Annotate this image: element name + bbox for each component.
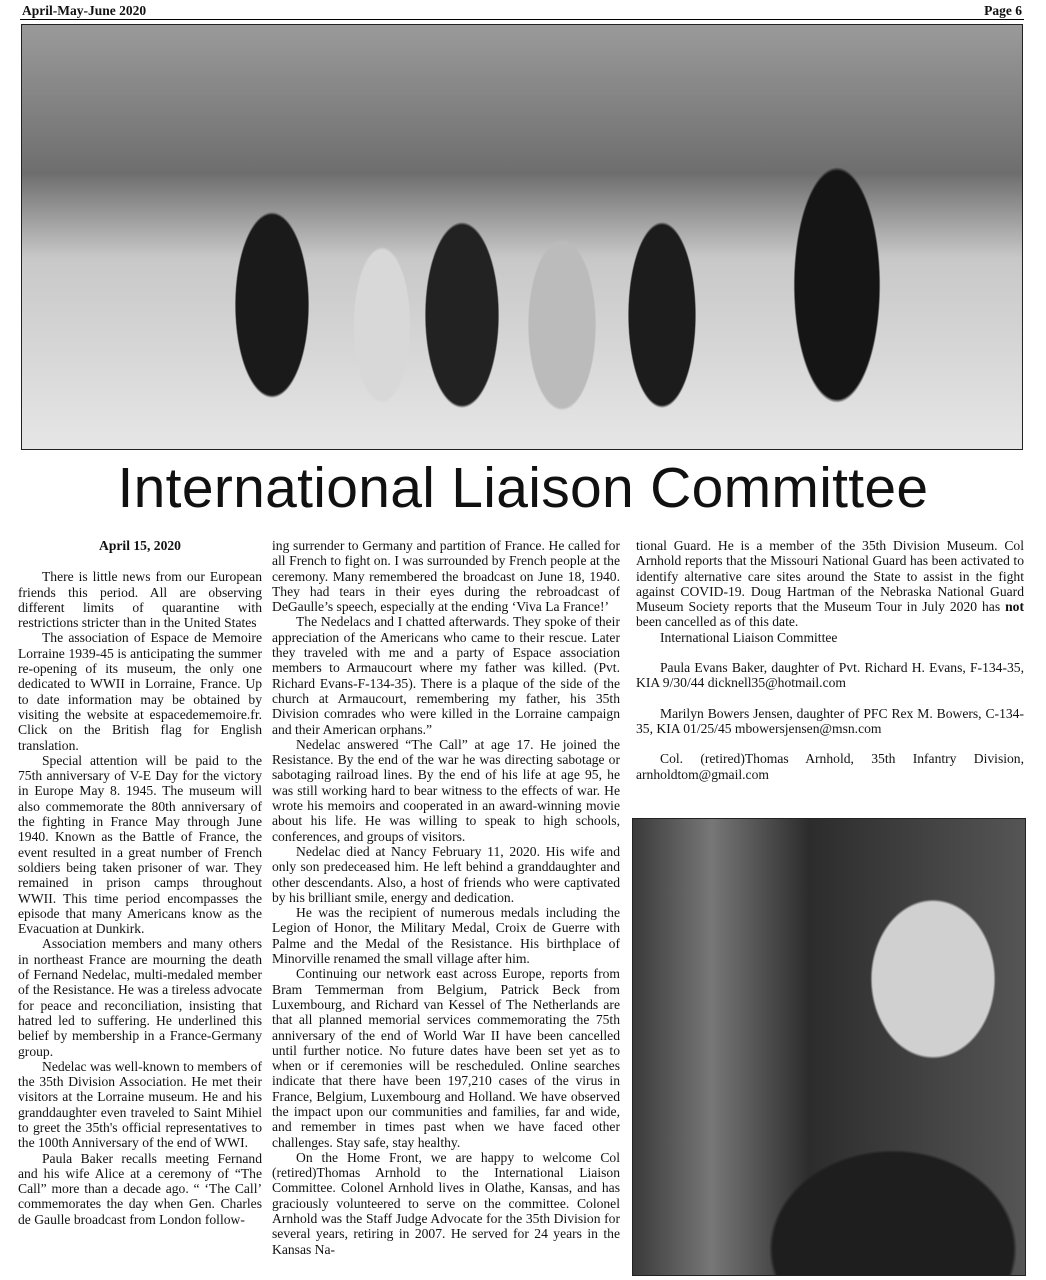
contact-2: Marilyn Bowers Jensen, daughter of PFC Rex M. Bowers, C-134-35, KIA 01/25/45 mbowersjensen@msn.com <box>636 705 1024 736</box>
header-rule <box>20 19 1024 20</box>
paragraph <box>636 538 1024 630</box>
text: been cancelled as of this date. <box>636 614 799 630</box>
text: tional Guard. He is a member of the 35th Division Museum. Col Arnhold reports that the Missouri National Guard has been activated to identify alternative care sites around the State to assist in the fight against COVID-19. Doug Hartman of the Nebraska National Guard Museum Society reports that the Museum Tour in July 2020 has <box>636 538 1024 615</box>
paragraph: The association of Espace de Memoire Lorraine 1939-45 is anticipating the summer re-opening of its museum, the only one dedicated to WWII in Lorraine, France. Up to date information may be obtained by visiting the website at espacedememoire.fr. Click on the British flag for English translation. <box>18 630 262 753</box>
contact-1: Paula Evans Baker, daughter of Pvt. Richard H. Evans, F-134-35, KIA 9/30/44 dicknell35@hotmail.com <box>636 660 1024 691</box>
article-date: April 15, 2020 <box>99 538 181 553</box>
paragraph: There is little news from our European friends this period. All are observing different limits of quarantine with restrictions stricter than in the United States <box>18 569 262 631</box>
bold-text: not <box>1005 599 1024 615</box>
contact-3: Col. (retired)Thomas Arnhold, 35th Infantry Division, arnholdtom@gmail.com <box>636 751 1024 782</box>
paragraph: Paula Baker recalls meeting Fernand and his wife Alice at a ceremony of “The Call” more than a decade ago. “ ‘The Call’ commemorates the day when Gen. Charles de Gaulle broadcast from London follow- <box>18 1150 262 1227</box>
portrait-photo-fernand-nedelac <box>632 818 1026 1276</box>
column-1 <box>18 538 262 1227</box>
paragraph: Nedelac died at Nancy February 11, 2020. His wife and only son predeceased him. He left behind a granddaughter and other descendants. Also, a host of friends who were captivated by his brilliant smile, energy and dedication. <box>272 843 620 905</box>
group-photo-at-cemetery <box>21 24 1023 450</box>
paragraph: Continuing our network east across Europe, reports from Bram Temmerman from Belgium, Patrick Beck from Luxembourg, and Richard van Kessel of The Netherlands are that all planned memorial services commemorating the 75th anniversary of the end of World War II have been cancelled until further notice. No future dates have been set yet as to when or if ceremonies will be rescheduled. Online searches indicate that there have been 197,210 cases of the virus in France, Belgium, Luxembourg and Holland. We have observed the impact upon our communities and families, far and wide, and remember in times past when we have faced other challenges. Stay safe, stay healthy. <box>272 966 620 1150</box>
column-2 <box>272 538 620 1257</box>
paragraph: On the Home Front, we are happy to welcome Col (retired)Thomas Arnhold to the International Liaison Committee. Colonel Arnhold lives in Olathe, Kansas, and has graciously volunteered to serve on the committee. Colonel Arnhold was the Staff Judge Advocate for the 35th Division for several years, retiring in 2007. He served for 24 years in the Kansas Na- <box>272 1149 620 1257</box>
paragraph: The Nedelacs and I chatted afterwards. They spoke of their appreciation of the Americans who came to their rescue. Later they traveled with me and a party of Espace association members to Armaucourt where my father was killed. (Pvt. Richard Evans-F-134-35). There is a plaque of the side of the church at Armaucourt, remembering my father, his 35th Division comrades who were killed in the Lorraine campaign and their American orphans.” <box>272 614 620 737</box>
article-title: International Liaison Committee <box>117 456 929 520</box>
paragraph: ing surrender to Germany and partition of France. He called for all French to fight on. I was surrounded by French people at the ceremony. Many remembered the broadcast on June 18, 1940. They had tears in their eyes during the rebroadcast of DeGaulle’s speech, especially at the ending ‘Viva La France!’ <box>272 538 620 615</box>
column-3 <box>636 538 1024 782</box>
paragraph: Special attention will be paid to the 75th anniversary of V-E Day for the victory in Europe May 8. 1945. The museum will also commemorate the 80th anniversary of the fighting in France May through June 1940. Known as the Battle of France, the event resulted in a great number of French soldiers being taken prisoner of war. They remained in prison camps throughout WWII. This time period encompasses the episode that many Americans know as the Evacuation at Dunkirk. <box>18 752 262 937</box>
page-header <box>22 3 1022 19</box>
paragraph: Association members and many others in northeast France are mourning the death of Fernand Nedelac, multi-medaled member of the Resistance. He was a tireless advocate for peace and reconciliation, insisting that hatred led to suffering. He underlined this belief by membership in a France-Germany group. <box>18 936 262 1059</box>
page-number: Page 6 <box>984 3 1022 18</box>
paragraph: Nedelac answered “The Call” at age 17. He joined the Resistance. By the end of the war he was directing sabotage or sabotaging railroad lines. By the end of his life at age 95, he was still working hard to bear witness to the effects of war. He wrote his memoirs and cooperated in an award-winning movie about his life. He was willing to speak to high schools, conferences, and groups of visitors. <box>272 736 620 844</box>
issue-date: April-May-June 2020 <box>22 3 147 18</box>
paragraph: He was the recipient of numerous medals including the Legion of Honor, the Military Medal, Croix de Guerre with Palme and the Medal of the Resistance. His birthplace of Minorville renamed the small village after him. <box>272 905 620 967</box>
signature: International Liaison Committee <box>660 629 838 645</box>
paragraph: Nedelac was well-known to members of the 35th Division Association. He met their visitors at the Lorraine museum. He and his granddaughter even traveled to Saint Mihiel to greet the 35th's official representatives to the 100th Anniversary of the end of WWI. <box>18 1058 262 1151</box>
